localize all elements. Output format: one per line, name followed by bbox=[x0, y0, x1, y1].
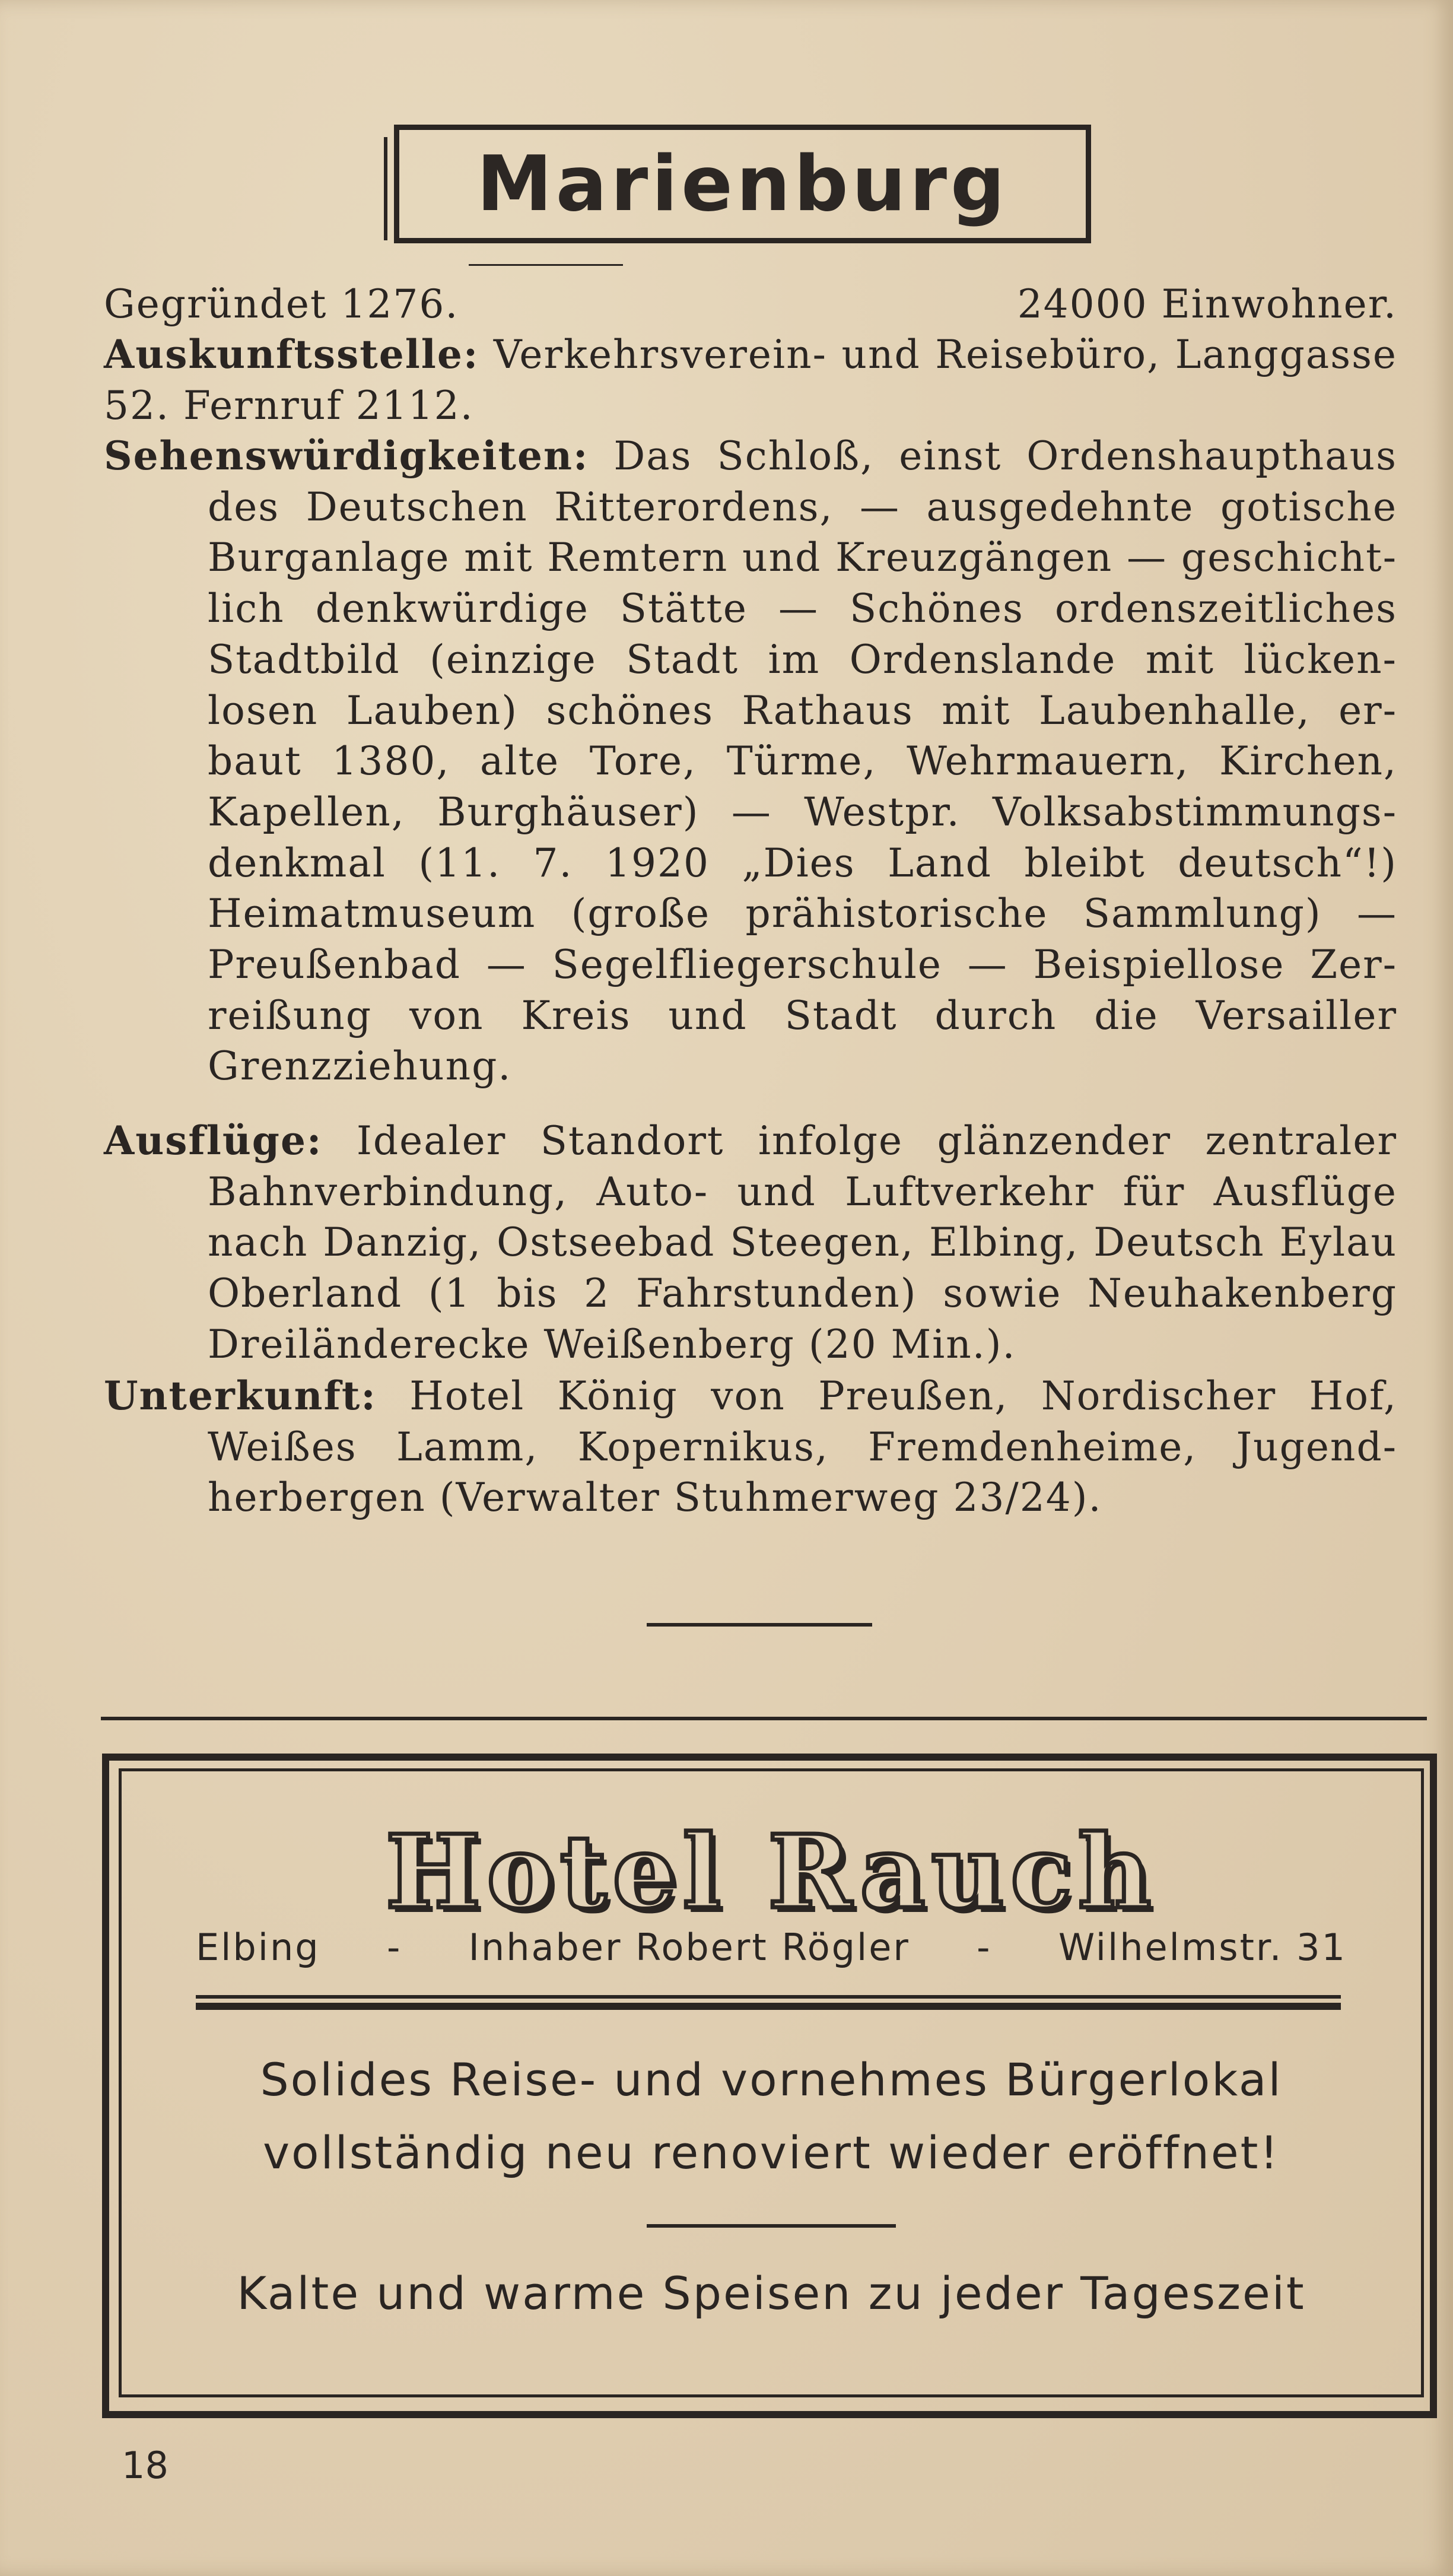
ad-address-street: Wilhelmstr. 31 bbox=[1058, 1926, 1347, 1969]
page-title: Marienburg bbox=[476, 139, 1009, 228]
sights-line: Sehenswürdigkeiten: Das Schloß, einst Ordenshaupthaus bbox=[104, 433, 1397, 479]
sights-line: Grenzziehung. bbox=[208, 1043, 512, 1090]
page-number: 18 bbox=[122, 2444, 168, 2487]
ad-rule-thin bbox=[196, 1995, 1341, 1999]
excursions-line: Dreiländerecke Weißenberg (20 Min.). bbox=[208, 1321, 1016, 1367]
excursions-line: Ausflüge: Idealer Standort infolge glänzender zentraler bbox=[104, 1117, 1398, 1164]
sights-label: Sehenswürdigkeiten: bbox=[104, 433, 589, 479]
sights-line: reißung von Kreis und Stadt durch die Versailler bbox=[208, 992, 1397, 1038]
ad-address-owner: Inhaber Robert Rögler bbox=[468, 1926, 910, 1969]
section-divider bbox=[647, 1623, 872, 1627]
lodging-line: Unterkunft: Hotel König von Preußen, Nordischer Hof, bbox=[104, 1373, 1397, 1419]
excursions-label: Ausflüge: bbox=[104, 1117, 323, 1164]
lodging-line: Weißes Lamm, Kopernikus, Fremdenheime, Jugend- bbox=[208, 1424, 1397, 1470]
info-line: 52. Fernruf 2112. bbox=[104, 382, 474, 428]
founded-row bbox=[104, 279, 1397, 330]
info-entry bbox=[104, 329, 1397, 431]
info-label: Auskunftsstelle: bbox=[104, 331, 479, 377]
sights-line: Kapellen, Burghäuser) — Westpr. Volksabstimmungs- bbox=[208, 789, 1397, 835]
excursions-entry bbox=[104, 1116, 1397, 1370]
ad-address-sep: - bbox=[386, 1926, 402, 1969]
ad-rule-thick bbox=[196, 2003, 1341, 2010]
ad-hotel-name: Hotel Rauch bbox=[385, 1813, 1158, 1932]
info-line: Auskunftsstelle: Verkehrsverein- und Reisebüro, Langgasse bbox=[104, 331, 1397, 377]
title-underline bbox=[469, 264, 623, 266]
ad-address bbox=[196, 1926, 1347, 1969]
lodging-label: Unterkunft: bbox=[104, 1373, 377, 1419]
title-box bbox=[394, 125, 1091, 243]
founded-text: Gegründet 1276. bbox=[104, 281, 459, 327]
population-text: 24000 Einwohner. bbox=[1017, 281, 1397, 327]
ad-line-2: vollständig neu renoviert wieder eröffnet! bbox=[263, 2126, 1280, 2179]
sights-line: des Deutschen Ritterordens, — ausgedehnte gotische bbox=[208, 484, 1397, 530]
sights-line: Preußenbad — Segelfliegerschule — Beispiellose Zer- bbox=[208, 942, 1397, 988]
excursions-line: nach Danzig, Ostseebad Steegen, Elbing, Deutsch Eylau bbox=[208, 1219, 1397, 1266]
lodging-line: herbergen (Verwalter Stuhmerweg 23/24). bbox=[208, 1475, 1102, 1521]
lodging-entry bbox=[104, 1371, 1397, 1523]
sights-entry bbox=[104, 431, 1397, 1092]
ad-mid-rule bbox=[647, 2224, 896, 2228]
ad-line-1: Solides Reise- und vornehmes Bürgerlokal bbox=[260, 2053, 1283, 2106]
sights-line: denkmal (11. 7. 1920 „Dies Land bleibt deutsch“!) bbox=[208, 840, 1397, 886]
excursions-line: Oberland (1 bis 2 Fahrstunden) sowie Neuhakenberg bbox=[208, 1270, 1397, 1317]
sights-line: losen Lauben) schönes Rathaus mit Laubenhalle, er- bbox=[208, 687, 1397, 733]
sights-line: baut 1380, alte Tore, Türme, Wehrmauern, Kirchen, bbox=[208, 738, 1397, 784]
sights-line: Heimatmuseum (große prähistorische Sammlung) — bbox=[208, 891, 1397, 937]
ad-address-sep: - bbox=[977, 1926, 992, 1969]
ad-line-3: Kalte und warme Speisen zu jeder Tageszeit bbox=[237, 2267, 1306, 2320]
sights-line: lich denkwürdige Stätte — Schönes ordenszeitliches bbox=[208, 586, 1397, 632]
ad-top-rule bbox=[101, 1717, 1427, 1720]
excursions-line: Bahnverbindung, Auto- und Luftverkehr für Ausflüge bbox=[208, 1168, 1397, 1215]
sights-line: Stadtbild (einzige Stadt im Ordenslande mit lücken- bbox=[208, 636, 1397, 682]
sights-line: Burganlage mit Remtern und Kreuzgängen — geschicht- bbox=[208, 535, 1397, 581]
ad-address-city: Elbing bbox=[196, 1926, 320, 1969]
